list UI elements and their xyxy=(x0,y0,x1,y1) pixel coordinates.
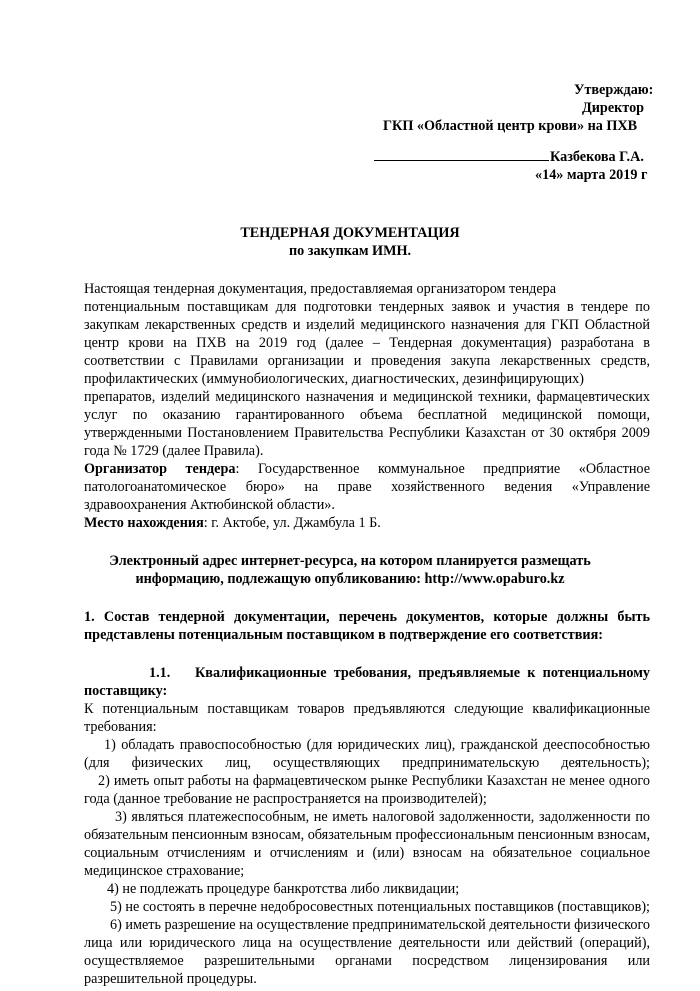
requirement-6-line-4: разрешительной процедуры. xyxy=(84,971,257,987)
approval-organization: ГКП «Областной центр крови» на ПХВ xyxy=(383,118,638,134)
requirements-intro-1: К потенциальным поставщикам товаров предъявляются следующие квалификационные xyxy=(84,701,650,717)
intro-line-8: услуг по оказанию гарантированного объема бесплатной медицинской помощи, xyxy=(84,407,650,423)
organizer-line-1 xyxy=(84,460,650,478)
document-subtitle: по закупкам ИМН. xyxy=(288,243,412,259)
approval-signature-line xyxy=(374,148,644,166)
requirement-1-line-2: (для физических лиц, осуществляющих предпринимательскую деятельность); xyxy=(84,755,650,771)
requirements-intro-2: требования: xyxy=(84,719,157,735)
requirement-3-line-2: обязательным пенсионным взносам, обязательным профессиональным пенсионным взносам, xyxy=(84,827,650,843)
requirement-6-line-1: 6) иметь разрешение на осуществление предпринимательской деятельности физического xyxy=(110,917,650,933)
requirement-3-line-4: медицинское страхование; xyxy=(84,863,245,879)
approval-approve: Утверждаю: xyxy=(574,82,654,98)
document-title: ТЕНДЕРНАЯ ДОКУМЕНТАЦИЯ xyxy=(240,225,460,241)
section11-number: 1.1. xyxy=(149,665,171,681)
organizer-line-3: здравоохранения Актюбинской области». xyxy=(84,497,335,513)
website-line-2: информацию, подлежащую опубликованию: http://www.opaburo.kz xyxy=(135,571,565,587)
website-line-1: Электронный адрес интернет-ресурса, на котором планируется размещать xyxy=(109,553,591,569)
requirement-5: 5) не состоять в перечне недобросовестных потенциальных поставщиков (поставщиков); xyxy=(110,899,650,915)
organizer-text-1: : Государственное коммунальное предприятие «Областное xyxy=(235,461,650,477)
requirement-6-line-3: осуществляемое разрешительными органами посредством лицензирования или xyxy=(84,953,650,969)
approval-signer: Казбекова Г.А. xyxy=(550,149,644,165)
intro-line-10: года № 1729 (далее Правила). xyxy=(84,443,264,459)
requirement-3-line-3: социальным отчислениям и отчислениям и (или) взносам на обязательное социальное xyxy=(84,845,650,861)
intro-line-5: соответствии с Правилами организации и проведения закупа лекарственных средств, xyxy=(84,353,650,369)
organizer-line-2: патологоанатомическое бюро» на праве хозяйственного ведения «Управление xyxy=(84,479,650,495)
requirement-6-line-2: лица или юридического лица на осуществление деятельности или действий (операций), xyxy=(84,935,650,951)
requirement-4: 4) не подлежать процедуре банкротства либо ликвидации; xyxy=(107,881,460,897)
approval-position: Директор xyxy=(582,100,645,116)
requirement-1-line-1: 1) обладать правоспособностью (для юридических лиц), гражданской дееспособностью xyxy=(104,737,650,753)
signature-underline xyxy=(374,148,549,161)
section11-heading-line-1: Квалификационные требования, предъявляемые к потенциальному xyxy=(195,665,650,681)
location-label: Место нахождения xyxy=(84,515,204,531)
intro-line-4: центр крови на ПХВ на 2019 год (далее – Тендерная документация) разработана в xyxy=(84,335,650,351)
requirement-3-line-1: 3) являться платежеспособным, не иметь налоговой задолженности, задолженности по xyxy=(115,809,650,825)
location-value: : г. Актобе, ул. Джамбула 1 Б. xyxy=(203,515,381,531)
intro-line-1: Настоящая тендерная документация, предоставляемая организатором тендера xyxy=(84,281,557,297)
intro-line-3: закупкам лекарственных средств и изделий медицинского назначения для ГКП Областной xyxy=(84,317,650,333)
section1-heading-line-1: 1. Состав тендерной документации, перечень документов, которые должны быть xyxy=(84,609,650,625)
intro-line-7: препаратов, изделий медицинского назначения и медицинской техники, фармацевтических xyxy=(84,389,650,405)
section1-heading-line-2: представлены потенциальным поставщиком в подтверждение его соответствия: xyxy=(84,627,603,643)
location-line xyxy=(84,514,650,532)
approval-date: «14» марта 2019 г xyxy=(535,167,648,183)
intro-line-2: потенциальным поставщикам для подготовки тендерных заявок и участия в тендере по xyxy=(84,299,650,315)
section11-heading-line-2: поставщику: xyxy=(84,683,168,699)
requirement-2-line-2: года (данное требование не распространяется на производителей); xyxy=(84,791,487,807)
intro-line-9: утвержденными Постановлением Правительства Республики Казахстан от 30 октября 2009 xyxy=(84,425,650,441)
requirement-2-line-1: 2) иметь опыт работы на фармацевтическом рынке Республики Казахстан не менее одного xyxy=(98,773,650,789)
intro-line-6: профилактических (иммунобиологических, диагностических, дезинфицирующих) xyxy=(84,371,584,387)
organizer-label: Организатор тендера xyxy=(84,461,236,477)
